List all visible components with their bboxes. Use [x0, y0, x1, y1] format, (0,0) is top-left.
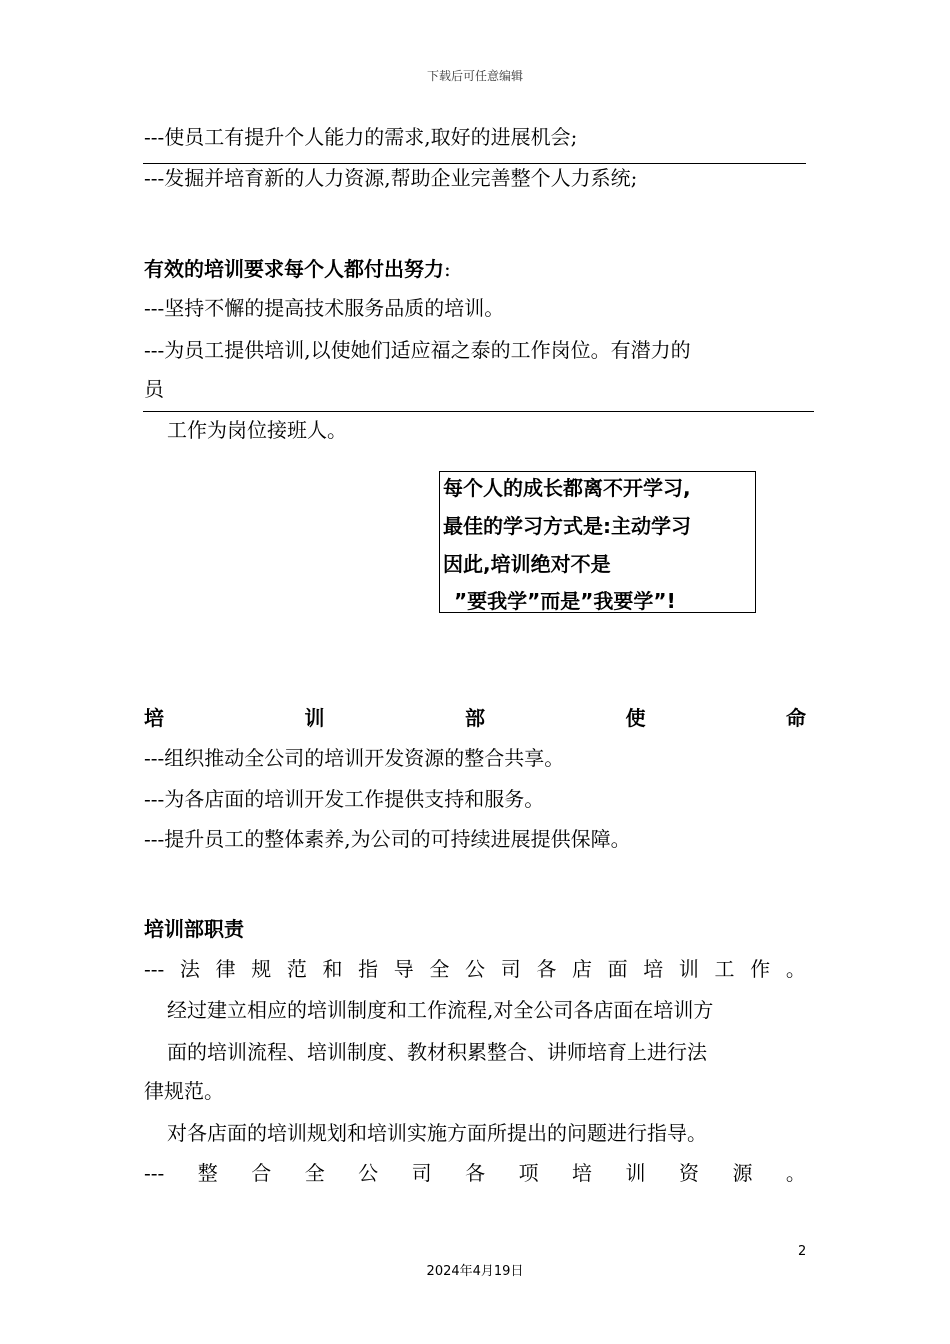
duty-char: 公: [465, 957, 486, 981]
duty-char: 公: [358, 1161, 379, 1185]
duty-char: ---: [144, 957, 165, 981]
page-number: 2: [798, 1244, 807, 1259]
text-line: ---为各店面的培训开发工作提供支持和服务。: [144, 787, 545, 811]
duty-char: 和: [322, 957, 343, 981]
text-line: 面的培训流程、培训制度、教材积累整合、讲师培育上进行法: [167, 1040, 707, 1064]
underline-rule: [143, 411, 814, 412]
callout-line: 最佳的学习方式是:主动学习: [443, 514, 691, 538]
duty-char: 司: [500, 957, 521, 981]
duty-char: 范: [286, 957, 307, 981]
callout-box: [439, 471, 756, 613]
duty-char: 整: [197, 1161, 218, 1185]
duty-char: ---: [144, 1161, 165, 1185]
duty-char: 导: [393, 957, 414, 981]
duty-char: 资: [678, 1161, 699, 1185]
heading-char: 培: [144, 706, 164, 730]
heading-colon: :: [444, 257, 451, 281]
text-line: 对各店面的培训规划和培训实施方面所提出的问题进行指导。: [167, 1121, 707, 1145]
duty-char: 规: [251, 957, 272, 981]
heading-text: 有效的培训要求每个人都付出努力: [144, 257, 444, 281]
duty-char: 法: [179, 957, 200, 981]
duty-char: 指: [358, 957, 379, 981]
duty-char: 合: [251, 1161, 272, 1185]
text-line: ---发掘并培育新的人力资源,帮助企业完善整个人力系统;: [144, 166, 638, 190]
duty-char: 作: [750, 957, 771, 981]
heading-char: 使: [625, 706, 646, 730]
callout-line: 每个人的成长都离不开学习,: [443, 476, 691, 500]
text-line: ---为员工提供培训,以使她们适应福之泰的工作岗位。有潜力的: [144, 338, 691, 362]
text-line: 员: [144, 377, 164, 401]
callout-line: ”要我学”而是”我要学”!: [454, 589, 676, 613]
duty-char: 全: [304, 1161, 325, 1185]
heading-char: 部: [465, 706, 485, 730]
header-note: 下载后可任意编辑: [426, 69, 523, 83]
section-heading: [144, 257, 451, 281]
text-line: 经过建立相应的培训制度和工作流程,对全公司各店面在培训方: [167, 998, 714, 1022]
duty-char: 培: [572, 1161, 593, 1185]
heading-char: 训: [304, 706, 325, 730]
duty-char: 全: [429, 957, 450, 981]
text-line: ---提升员工的整体素养,为公司的可持续进展提供保障。: [144, 827, 631, 851]
duty-line-justified: [144, 957, 806, 981]
duty-line-justified: [144, 1161, 806, 1185]
duty-char: 。: [785, 1161, 806, 1185]
section-heading: 培训部职责: [144, 917, 244, 941]
duty-char: 。: [785, 957, 806, 981]
text-line: 工作为岗位接班人。: [167, 418, 347, 442]
text-line: ---使员工有提升个人能力的需求,取好的进展机会;: [144, 125, 578, 149]
duty-char: 源: [732, 1161, 753, 1185]
underline-rule: [143, 163, 806, 164]
text-line: 律规范。: [144, 1079, 224, 1103]
duty-char: 司: [411, 1161, 432, 1185]
duty-char: 工: [714, 957, 735, 981]
duty-char: 面: [607, 957, 628, 981]
duty-char: 店: [571, 957, 592, 981]
duty-char: 训: [678, 957, 699, 981]
duty-char: 项: [518, 1161, 539, 1185]
text-line: ---组织推动全公司的培训开发资源的整合共享。: [144, 746, 565, 770]
text-line: ---坚持不懈的提高技术服务品质的培训。: [144, 296, 505, 320]
mission-heading: [144, 706, 806, 730]
footer-date: 2024年4月19日: [426, 1264, 524, 1279]
callout-line: 因此,培训绝对不是: [443, 552, 611, 576]
duty-char: 律: [215, 957, 236, 981]
duty-char: 各: [536, 957, 557, 981]
heading-char: 命: [786, 706, 806, 730]
duty-char: 训: [625, 1161, 646, 1185]
duty-char: 各: [465, 1161, 486, 1185]
duty-char: 培: [643, 957, 664, 981]
